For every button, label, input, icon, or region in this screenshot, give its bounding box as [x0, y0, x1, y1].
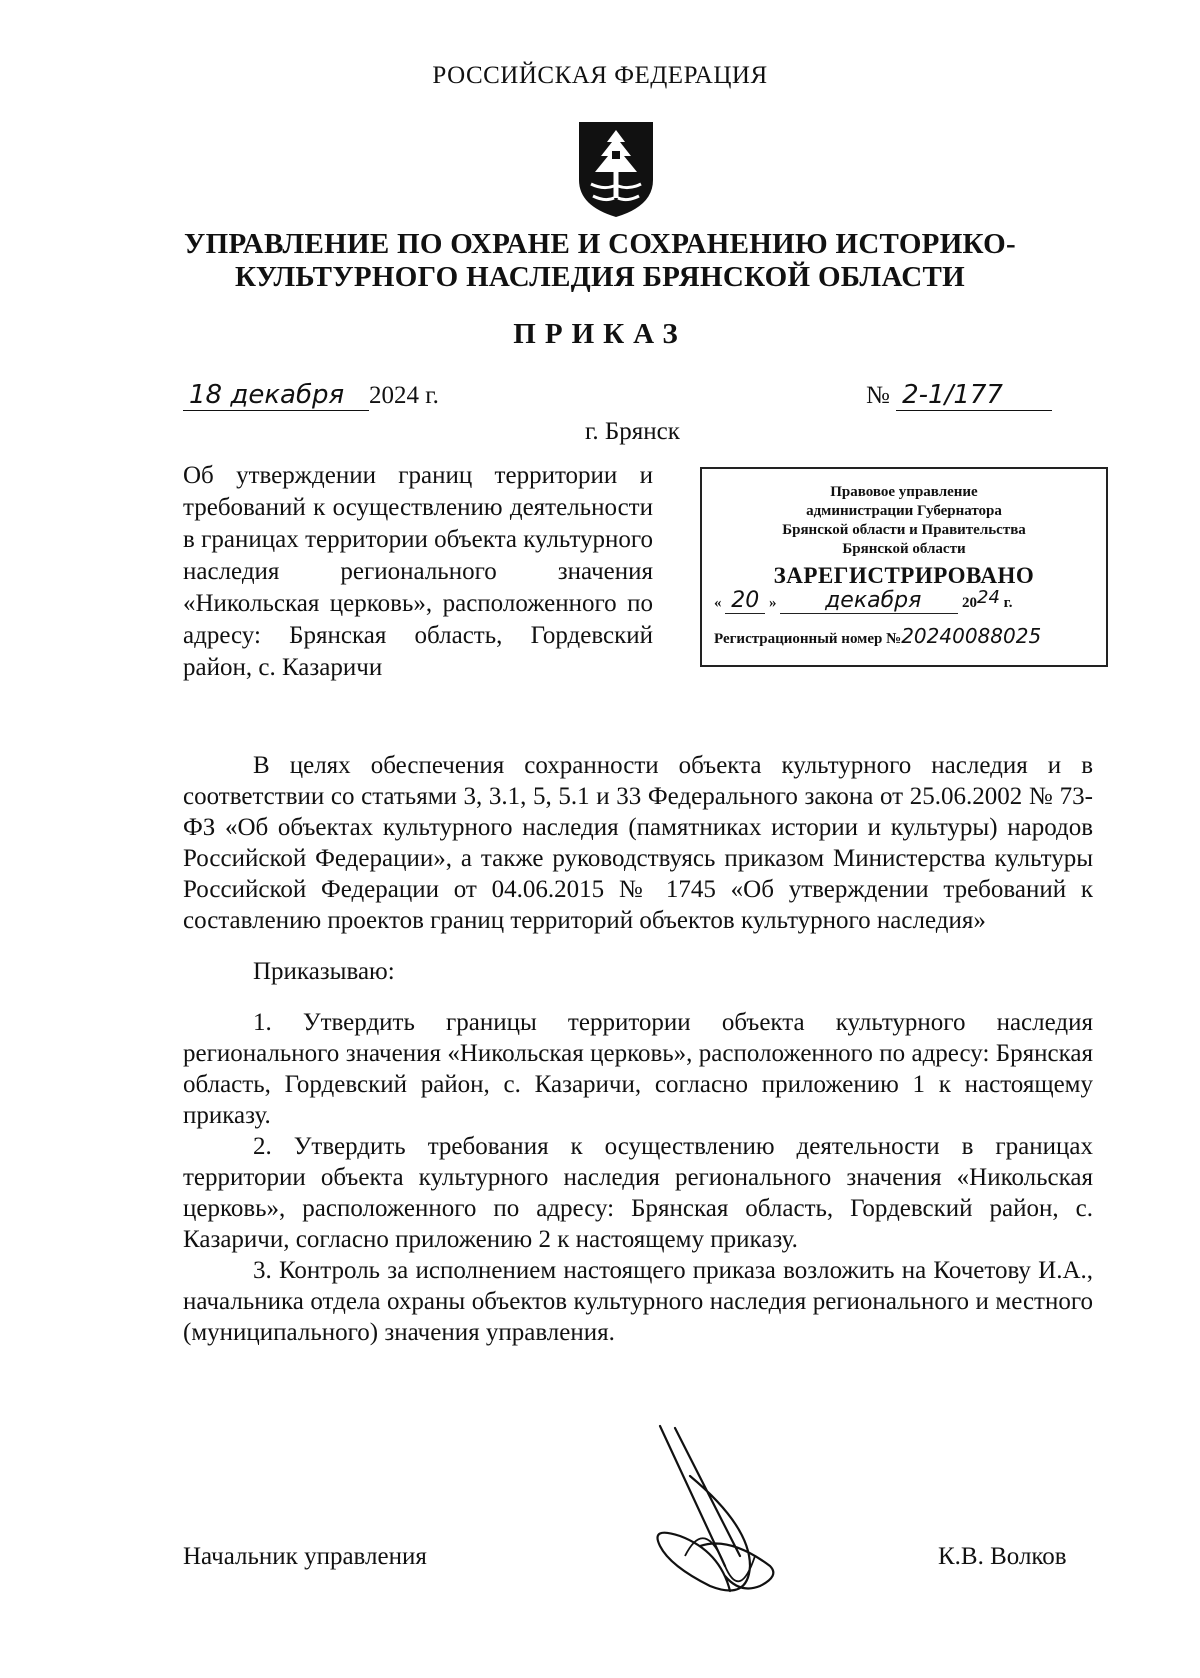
- order-item-1: 1. Утвердить границы территории объекта культурного наследия регионального значения «Никольская церковь», расположенного по адресу: Брянская область, Гордевский район, с. Казаричи, согласно приложению 1 к настоящему приказу.: [183, 1009, 1093, 1129]
- agency-name-line-1: УПРАВЛЕНИЕ ПО ОХРАНЕ И СОХРАНЕНИЮ ИСТОРИКО-: [184, 228, 1016, 260]
- stamp-line-2: администрации Губернатора: [806, 503, 1002, 519]
- date-year: 2024 г.: [369, 382, 439, 409]
- handwritten-number: 2-1/177: [896, 380, 1052, 411]
- stamp-year-suffix: 24: [977, 587, 1000, 608]
- order-item-2: 2. Утвердить требования к осуществлению деятельности в границах территории объекта культурного наследия регионального значения «Никольская церковь», расположенного по адресу: Брянская область, Гордевский район, с. Казаричи, согласно приложению 2 к настоящему приказу.: [183, 1133, 1093, 1253]
- agency-name-line-2: КУЛЬТУРНОГО НАСЛЕДИЯ БРЯНСКОЙ ОБЛАСТИ: [234, 261, 966, 293]
- order-body: [183, 750, 1093, 1348]
- stamp-line-1: Правовое управление: [830, 484, 978, 500]
- country-title: РОССИЙСКАЯ ФЕДЕРАЦИЯ: [432, 62, 768, 89]
- number-sign: №: [866, 382, 890, 409]
- stamp-line-3: Брянской области и Правительства: [782, 522, 1026, 538]
- order-number: [866, 380, 1052, 411]
- stamp-year-g: г.: [1003, 595, 1013, 611]
- coat-of-arms-icon: [575, 118, 657, 220]
- stamp-line-4: Брянской области: [842, 541, 966, 557]
- agency-name: [0, 228, 1200, 294]
- stamp-reg-label: Регистрационный номер №: [714, 631, 902, 647]
- stamp-registered: ЗАРЕГИСТРИРОВАНО: [773, 563, 1035, 588]
- city: г. Брянск: [585, 418, 680, 445]
- stamp-date: [714, 587, 1013, 614]
- stamp-close-quote: »: [769, 595, 777, 611]
- order-word: Приказываю:: [253, 958, 395, 985]
- order-item-3: 3. Контроль за исполнением настоящего приказа возложить на Кочетову И.А., начальника отдела охраны объектов культурного наследия регионального и местного (муниципального) значения управления.: [183, 1257, 1093, 1346]
- stamp-year-prefix: 20: [962, 595, 977, 611]
- preamble: В целях обеспечения сохранности объекта культурного наследия и в соответствии со статьями 3, 3.1, 5, 5.1 и 33 Федерального закона от 25.06.2002 № 73-ФЗ «Об объектах культурного наследия (памятниках истории и культуры) народов Российской Федерации», а также руководствуясь приказом Министерства культуры Российской Федерации от 04.06.2015 № 1745 «Об утверждении требований к составлению проектов границ территорий объектов культурного наследия»: [183, 752, 1093, 934]
- stamp-registration-number: [714, 624, 1041, 648]
- signer-position: Начальник управления: [183, 1543, 427, 1570]
- order-subject: Об утверждении границ территории и требований к осуществлению деятельности в границах территории объекта культурного наследия регионального значения «Никольская церковь», расположенного по адресу: Брянская область, Гордевский район, с. Казаричи: [183, 462, 653, 681]
- handwritten-signature-icon: [630, 1416, 800, 1616]
- registration-stamp: [700, 467, 1108, 667]
- stamp-reg-number: 20240088025: [901, 624, 1042, 648]
- order-date: [183, 380, 439, 411]
- signer-name: К.В. Волков: [938, 1543, 1067, 1570]
- document-type: ПРИКАЗ: [513, 318, 687, 350]
- stamp-open-quote: «: [714, 595, 722, 611]
- stamp-day: 20: [725, 588, 765, 614]
- stamp-month: декабря: [780, 588, 958, 614]
- handwritten-date: 18 декабря: [183, 380, 369, 411]
